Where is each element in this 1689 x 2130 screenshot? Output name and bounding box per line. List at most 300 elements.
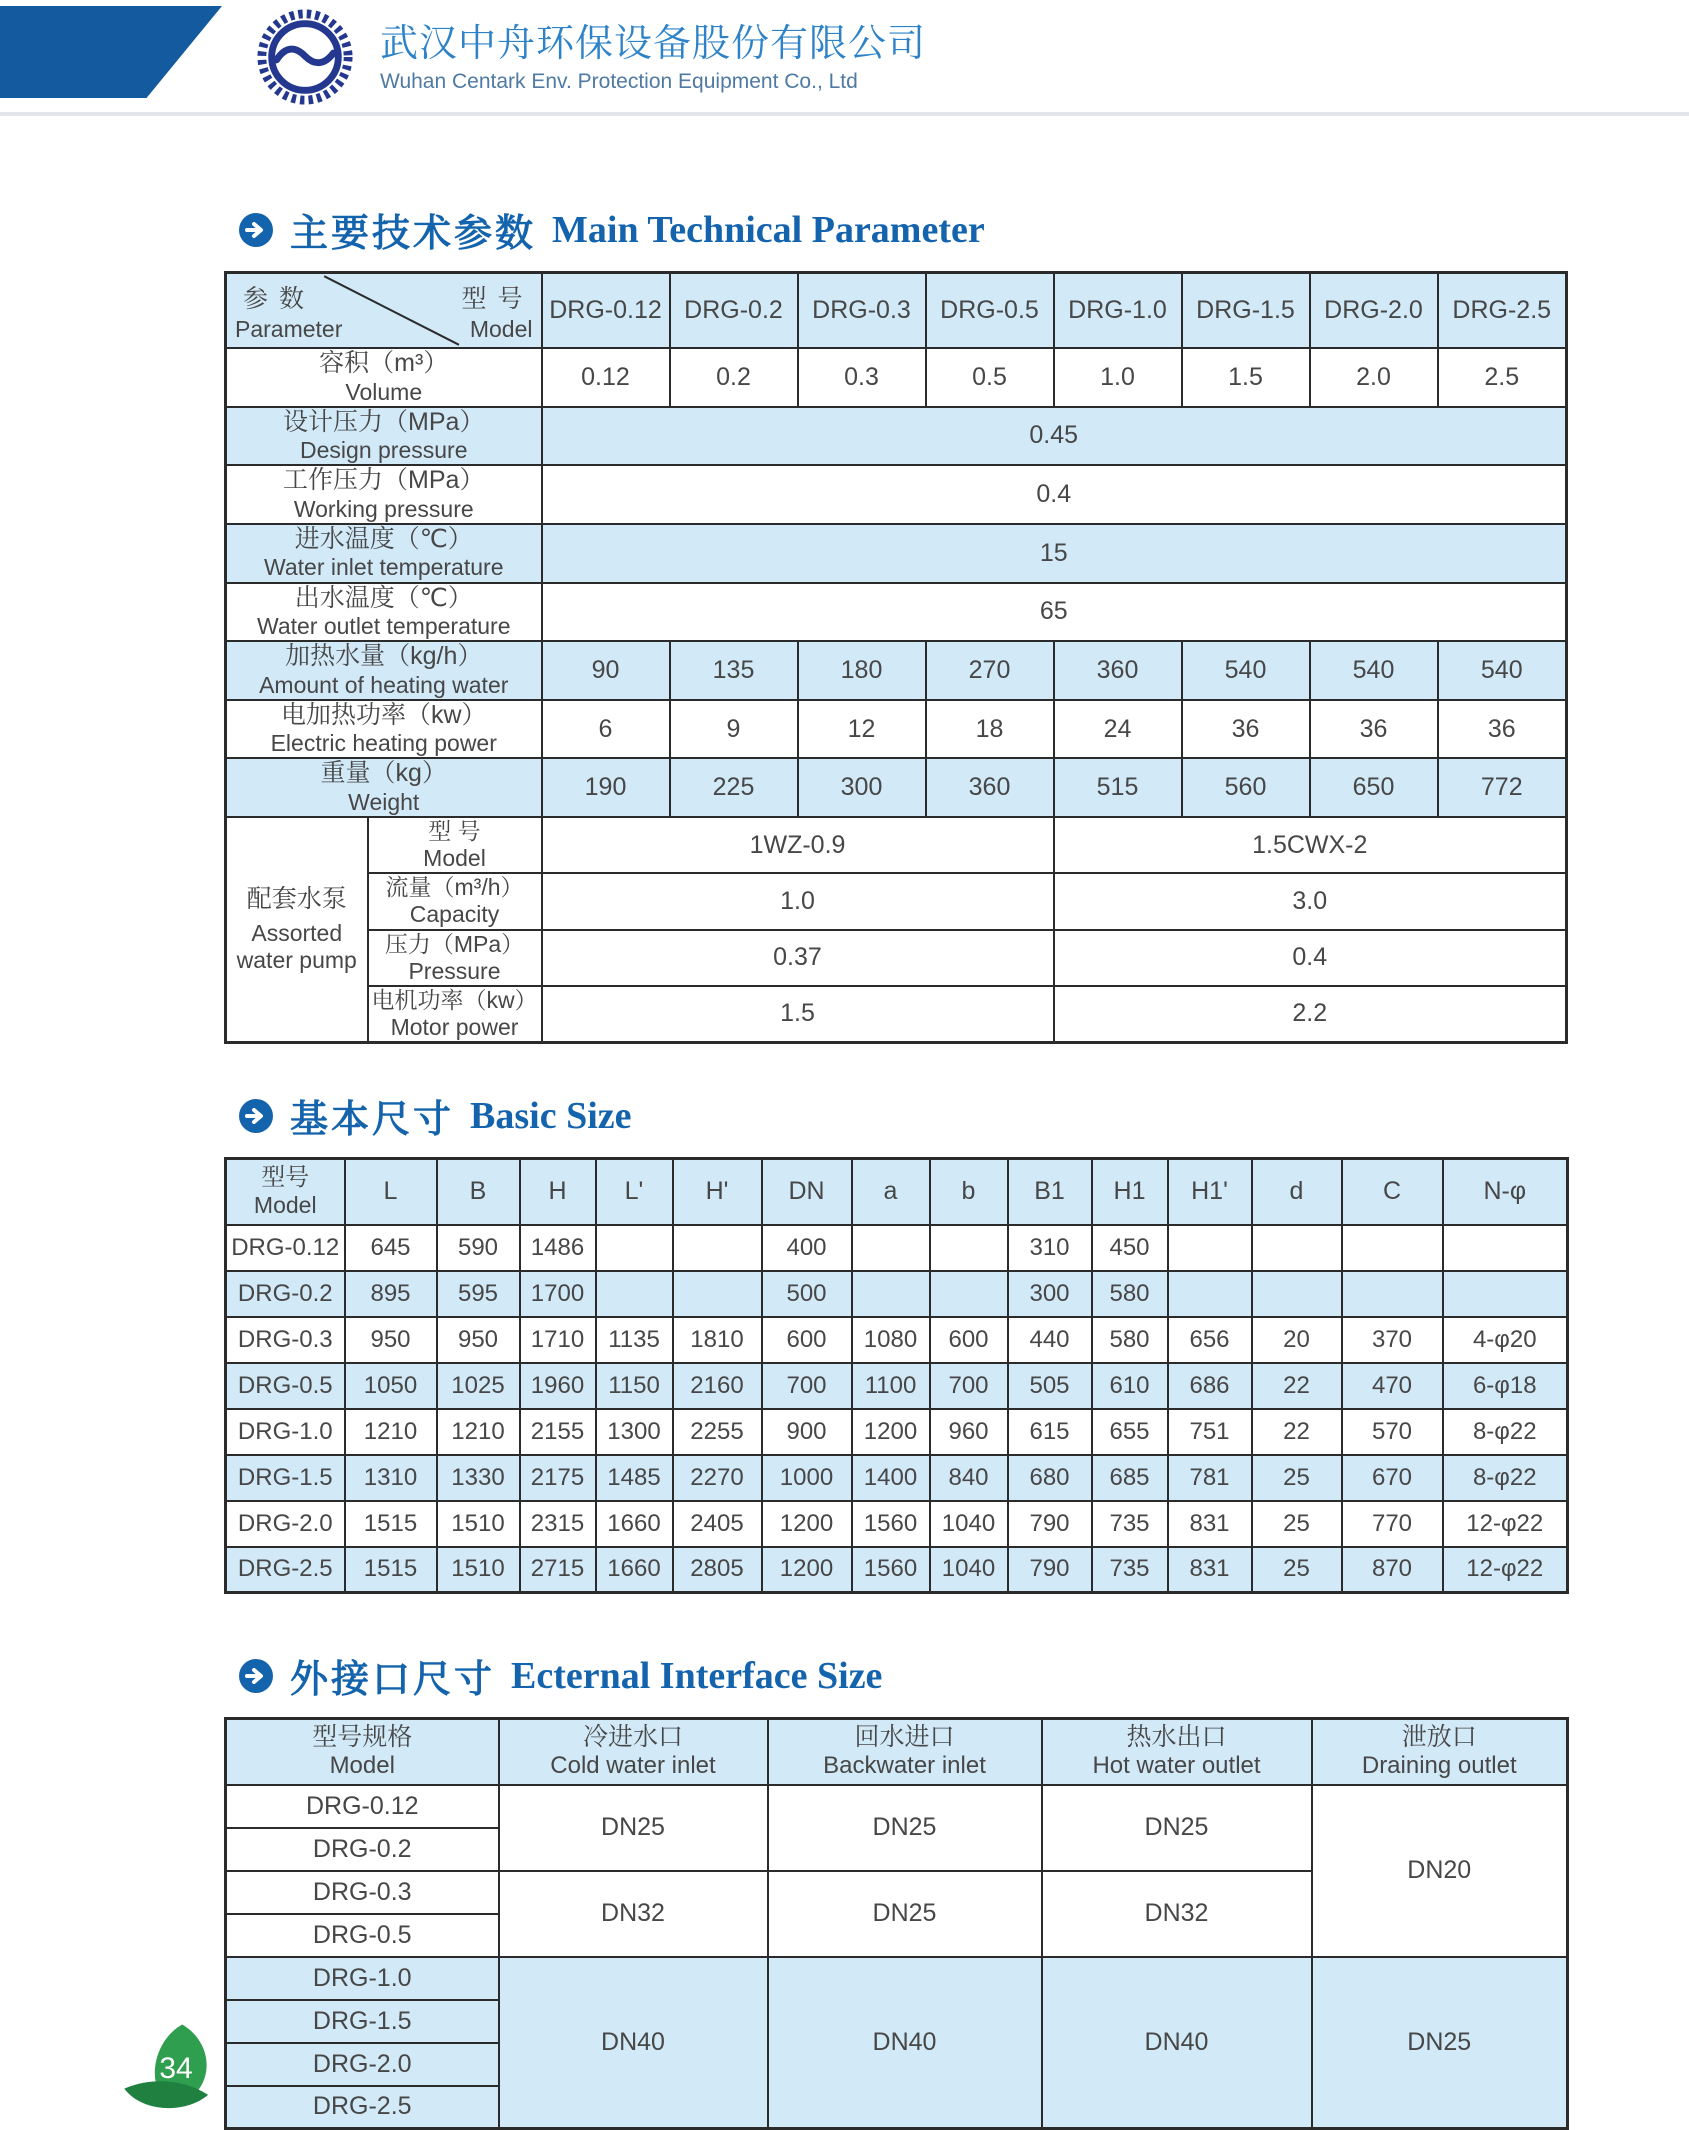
section-title-basic-size <box>238 1088 1566 1143</box>
size-value-cell: 1200 <box>762 1547 852 1593</box>
basic-size-table <box>224 1157 1569 1594</box>
interface-value-cell: DN32 <box>499 1871 768 1957</box>
tech-value-cell: 540 <box>1438 641 1567 700</box>
size-value-cell: 450 <box>1092 1225 1168 1271</box>
interface-column-header-cn: 冷进水口 <box>582 1722 683 1751</box>
corner-model-en: Model <box>469 316 533 342</box>
size-value-cell: 1330 <box>437 1455 520 1501</box>
section-title-main-technical-parameter <box>238 202 1566 257</box>
size-value-cell: 1700 <box>520 1271 596 1317</box>
size-model-cell: DRG-1.5 <box>226 1455 345 1501</box>
size-value-cell: 600 <box>762 1317 852 1363</box>
pump-row-label <box>368 986 542 1043</box>
size-row <box>226 1271 1568 1317</box>
parameter-model-corner-cell <box>226 273 542 349</box>
interface-header-row <box>226 1719 1568 1785</box>
company-logo-icon <box>256 8 354 106</box>
size-row <box>226 1225 1568 1271</box>
size-value-cell: 1310 <box>345 1455 437 1501</box>
size-value-cell: 580 <box>1092 1271 1168 1317</box>
section-title-cn: 外接口尺寸 <box>290 1659 496 1701</box>
size-value-cell: 2270 <box>673 1455 762 1501</box>
tech-row-label-cn: 工作压力（MPa） <box>283 466 485 495</box>
size-value-cell <box>596 1271 673 1317</box>
interface-column-header-cn: 热水出口 <box>1126 1722 1227 1751</box>
size-value-cell: 2155 <box>520 1409 596 1455</box>
interface-model-cell: DRG-2.5 <box>226 2086 499 2129</box>
pump-value-right: 0.4 <box>1054 930 1567 986</box>
size-value-cell: 1200 <box>762 1501 852 1547</box>
size-value-cell: 1040 <box>930 1547 1008 1593</box>
tech-value-cell: 560 <box>1182 758 1310 817</box>
size-model-cell: DRG-0.12 <box>226 1225 345 1271</box>
tech-value-cell: 0.12 <box>542 348 670 407</box>
pump-group-cn: 配套水泵 <box>246 885 347 914</box>
tech-value-cell: 225 <box>670 758 798 817</box>
size-value-cell: 1486 <box>520 1225 596 1271</box>
size-value-cell <box>1342 1271 1443 1317</box>
size-value-cell: 2405 <box>673 1501 762 1547</box>
interface-column-header <box>768 1719 1042 1785</box>
size-value-cell: 1200 <box>852 1409 930 1455</box>
size-value-cell: 685 <box>1092 1455 1168 1501</box>
size-value-cell: 610 <box>1092 1363 1168 1409</box>
tech-value-cell: 36 <box>1438 700 1567 759</box>
tech-merged-value: 15 <box>542 524 1567 583</box>
size-value-cell: 790 <box>1008 1501 1092 1547</box>
tech-value-cell: 0.5 <box>926 348 1054 407</box>
page-header <box>0 0 1689 118</box>
size-value-cell <box>852 1225 930 1271</box>
tech-value-cell: 360 <box>926 758 1054 817</box>
arrow-bullet-icon <box>238 1098 274 1134</box>
tech-row-label-cn: 出水温度（℃） <box>294 583 473 612</box>
tech-value-cell: 12 <box>798 700 926 759</box>
interface-column-header <box>1312 1719 1568 1785</box>
header-divider <box>0 112 1689 116</box>
size-column-header: C <box>1342 1159 1443 1225</box>
interface-model-cell: DRG-2.0 <box>226 2043 499 2086</box>
size-value-cell: 22 <box>1252 1409 1342 1455</box>
tech-value-cell: 36 <box>1310 700 1438 759</box>
size-value-cell: 470 <box>1342 1363 1443 1409</box>
size-value-cell: 1210 <box>437 1409 520 1455</box>
size-column-header: DN <box>762 1159 852 1225</box>
pump-group-en: Assorted water pump <box>236 919 357 973</box>
tech-row-label-cn: 进水温度（℃） <box>294 524 473 553</box>
size-value-cell: 1400 <box>852 1455 930 1501</box>
tech-value-cell: 0.3 <box>798 348 926 407</box>
tech-row-label-cn: 重量（kg） <box>320 759 447 788</box>
size-column-header: L <box>345 1159 437 1225</box>
size-row <box>226 1317 1568 1363</box>
size-model-header <box>226 1159 345 1225</box>
interface-column-header-en: Hot water outlet <box>1092 1752 1261 1780</box>
size-value-cell: 12-φ22 <box>1443 1501 1568 1547</box>
page-content <box>224 202 1566 2130</box>
interface-model-cell: DRG-0.12 <box>226 1785 499 1828</box>
size-value-cell: 1000 <box>762 1455 852 1501</box>
size-value-cell: 1485 <box>596 1455 673 1501</box>
page-number-leaf <box>116 2022 236 2118</box>
tech-value-cell: 190 <box>542 758 670 817</box>
tech-merged-value: 65 <box>542 583 1567 642</box>
size-value-cell: 770 <box>1342 1501 1443 1547</box>
size-value-cell: 1100 <box>852 1363 930 1409</box>
size-value-cell: 1150 <box>596 1363 673 1409</box>
size-column-header: H <box>520 1159 596 1225</box>
size-value-cell: 590 <box>437 1225 520 1271</box>
tech-merged-value: 0.4 <box>542 465 1567 524</box>
company-name-block <box>380 12 926 94</box>
tech-value-cell: 650 <box>1310 758 1438 817</box>
size-value-cell: 1810 <box>673 1317 762 1363</box>
pump-row-label-cn: 压力（MPa） <box>384 930 525 957</box>
pump-row-label <box>368 817 542 873</box>
size-value-cell: 1960 <box>520 1363 596 1409</box>
interface-column-header-en: Backwater inlet <box>823 1752 986 1780</box>
size-value-cell: 1050 <box>345 1363 437 1409</box>
tech-row-label <box>226 465 542 524</box>
interface-value-cell: DN40 <box>768 1957 1042 2129</box>
size-model-cell: DRG-0.2 <box>226 1271 345 1317</box>
tech-row-label-cn: 容积（m³） <box>319 349 449 377</box>
size-value-cell: 751 <box>1168 1409 1252 1455</box>
corner-param-en: Parameter <box>235 316 343 342</box>
pump-row <box>226 873 1567 929</box>
size-value-cell <box>596 1225 673 1271</box>
tech-value-cell: 360 <box>1054 641 1182 700</box>
size-value-cell <box>1443 1225 1568 1271</box>
pump-value-left: 1.0 <box>542 873 1054 929</box>
size-value-cell: 570 <box>1342 1409 1443 1455</box>
size-value-cell: 1210 <box>345 1409 437 1455</box>
interface-value-cell: DN40 <box>499 1957 768 2129</box>
tech-row-label <box>226 641 542 700</box>
tech-row-label-en: Amount of heating water <box>259 671 509 698</box>
pump-value-left: 1.5 <box>542 986 1054 1043</box>
interface-value-cell: DN25 <box>1042 1785 1312 1871</box>
size-column-header: H1 <box>1092 1159 1168 1225</box>
model-header-cell: DRG-2.0 <box>1310 273 1438 349</box>
size-column-header: N-φ <box>1443 1159 1568 1225</box>
arrow-bullet-icon <box>238 1658 274 1694</box>
pump-value-right: 3.0 <box>1054 873 1567 929</box>
size-value-cell: 700 <box>762 1363 852 1409</box>
tech-value-cell: 270 <box>926 641 1054 700</box>
interface-value-cell: DN32 <box>1042 1871 1312 1957</box>
size-value-cell: 1510 <box>437 1501 520 1547</box>
size-column-header: b <box>930 1159 1008 1225</box>
size-header-row <box>226 1159 1568 1225</box>
interface-model-cell: DRG-1.0 <box>226 1957 499 2000</box>
size-value-cell <box>1252 1225 1342 1271</box>
size-value-cell: 2715 <box>520 1547 596 1593</box>
section-title-en: Basic Size <box>470 1094 632 1137</box>
interface-value-cell: DN20 <box>1312 1785 1568 1957</box>
pump-row-label-en: Pressure <box>408 957 501 984</box>
size-column-header: L' <box>596 1159 673 1225</box>
interface-column-header <box>226 1719 499 1785</box>
size-value-cell: 900 <box>762 1409 852 1455</box>
interface-model-cell: DRG-0.2 <box>226 1828 499 1871</box>
size-value-cell: 22 <box>1252 1363 1342 1409</box>
size-value-cell: 600 <box>930 1317 1008 1363</box>
size-value-cell: 950 <box>345 1317 437 1363</box>
interface-value-cell: DN25 <box>499 1785 768 1871</box>
pump-group-label <box>226 817 368 1043</box>
size-value-cell: 580 <box>1092 1317 1168 1363</box>
size-value-cell <box>1168 1271 1252 1317</box>
section-title-en: Main Technical Parameter <box>552 208 985 251</box>
size-value-cell: 870 <box>1342 1547 1443 1593</box>
size-value-cell: 8-φ22 <box>1443 1455 1568 1501</box>
size-column-header: B1 <box>1008 1159 1092 1225</box>
size-value-cell: 1300 <box>596 1409 673 1455</box>
size-value-cell: 686 <box>1168 1363 1252 1409</box>
size-model-cell: DRG-0.3 <box>226 1317 345 1363</box>
size-value-cell <box>852 1271 930 1317</box>
pump-value-left: 0.37 <box>542 930 1054 986</box>
size-value-cell: 895 <box>345 1271 437 1317</box>
interface-model-cell: DRG-1.5 <box>226 2000 499 2043</box>
size-value-cell: 1510 <box>437 1547 520 1593</box>
tech-value-cell: 36 <box>1182 700 1310 759</box>
size-value-cell: 2160 <box>673 1363 762 1409</box>
interface-value-cell: DN25 <box>768 1871 1042 1957</box>
interface-column-header-en: Draining outlet <box>1361 1752 1517 1780</box>
size-model-cell: DRG-0.5 <box>226 1363 345 1409</box>
interface-value-cell: DN40 <box>1042 1957 1312 2129</box>
tech-row-label-en: Water outlet temperature <box>256 613 511 639</box>
tech-header-row <box>226 273 1567 349</box>
size-value-cell: 20 <box>1252 1317 1342 1363</box>
model-header-cell: DRG-1.0 <box>1054 273 1182 349</box>
size-value-cell: 25 <box>1252 1547 1342 1593</box>
tech-value-cell: 18 <box>926 700 1054 759</box>
size-column-header: B <box>437 1159 520 1225</box>
pump-value-right: 1.5CWX-2 <box>1054 817 1567 873</box>
interface-column-header <box>1042 1719 1312 1785</box>
size-value-cell: 655 <box>1092 1409 1168 1455</box>
tech-value-cell: 24 <box>1054 700 1182 759</box>
size-value-cell <box>1342 1225 1443 1271</box>
size-column-header: a <box>852 1159 930 1225</box>
interface-value-cell: DN25 <box>768 1785 1042 1871</box>
tech-row-label-cn: 电加热功率（kw） <box>280 700 487 729</box>
company-name-cn: 武汉中舟环保设备股份有限公司 <box>380 23 927 65</box>
size-value-cell: 1660 <box>596 1501 673 1547</box>
size-value-cell: 2315 <box>520 1501 596 1547</box>
tech-row <box>226 407 1567 466</box>
tech-value-cell: 540 <box>1182 641 1310 700</box>
size-value-cell: 25 <box>1252 1501 1342 1547</box>
pump-value-right: 2.2 <box>1054 986 1567 1043</box>
tech-value-cell: 1.0 <box>1054 348 1182 407</box>
pump-row-label-en: Model <box>423 845 486 872</box>
size-row <box>226 1501 1568 1547</box>
interface-column-header-cn: 回水进口 <box>854 1722 955 1751</box>
size-value-cell: 615 <box>1008 1409 1092 1455</box>
size-value-cell: 831 <box>1168 1501 1252 1547</box>
tech-value-cell: 772 <box>1438 758 1567 817</box>
size-value-cell: 680 <box>1008 1455 1092 1501</box>
corner-line-cn <box>227 274 541 315</box>
tech-row-label-en: Weight <box>348 788 420 815</box>
tech-row <box>226 700 1567 759</box>
size-column-header: H' <box>673 1159 762 1225</box>
interface-row <box>226 1957 1568 2000</box>
size-value-cell: 25 <box>1252 1455 1342 1501</box>
size-value-cell: 300 <box>1008 1271 1092 1317</box>
pump-row-label-cn: 流量（m³/h） <box>385 874 524 901</box>
size-value-cell: 400 <box>762 1225 852 1271</box>
size-value-cell: 781 <box>1168 1455 1252 1501</box>
size-value-cell: 1560 <box>852 1501 930 1547</box>
size-value-cell: 1080 <box>852 1317 930 1363</box>
size-value-cell: 440 <box>1008 1317 1092 1363</box>
size-value-cell <box>930 1271 1008 1317</box>
tech-value-cell: 0.2 <box>670 348 798 407</box>
size-value-cell <box>673 1225 762 1271</box>
size-value-cell: 2255 <box>673 1409 762 1455</box>
tech-row-label <box>226 407 542 466</box>
size-value-cell <box>1168 1225 1252 1271</box>
size-row <box>226 1455 1568 1501</box>
pump-row-label-en: Motor power <box>390 1013 519 1040</box>
interface-column-header-cn: 型号规格 <box>312 1722 413 1751</box>
section-title-external-interface-size <box>238 1648 1566 1703</box>
size-value-cell: 12-φ22 <box>1443 1547 1568 1593</box>
section-title-cn: 主要技术参数 <box>290 213 537 255</box>
pump-row <box>226 930 1567 986</box>
size-value-cell: 656 <box>1168 1317 1252 1363</box>
size-column-header: H1' <box>1168 1159 1252 1225</box>
size-value-cell: 1515 <box>345 1547 437 1593</box>
pump-row-label-en: Capacity <box>409 901 500 928</box>
size-value-cell: 790 <box>1008 1547 1092 1593</box>
size-value-cell: 8-φ22 <box>1443 1409 1568 1455</box>
pump-value-left: 1WZ-0.9 <box>542 817 1054 873</box>
model-header-cell: DRG-1.5 <box>1182 273 1310 349</box>
size-row <box>226 1409 1568 1455</box>
interface-model-cell: DRG-0.5 <box>226 1914 499 1957</box>
size-value-cell: 2175 <box>520 1455 596 1501</box>
size-column-header: d <box>1252 1159 1342 1225</box>
tech-row-label <box>226 700 542 759</box>
size-row <box>226 1363 1568 1409</box>
section-title-en: Ecternal Interface Size <box>511 1654 883 1697</box>
tech-row-label-en: Working pressure <box>293 495 474 522</box>
tech-row-label-en: Design pressure <box>300 437 468 464</box>
interface-model-cell: DRG-0.3 <box>226 1871 499 1914</box>
tech-value-cell: 6 <box>542 700 670 759</box>
tech-value-cell: 2.0 <box>1310 348 1438 407</box>
pump-row-label-cn: 电机功率（kw） <box>371 986 538 1013</box>
tech-value-cell: 2.5 <box>1438 348 1567 407</box>
tech-row-label <box>226 583 542 642</box>
size-value-cell: 700 <box>930 1363 1008 1409</box>
size-value-cell: 840 <box>930 1455 1008 1501</box>
pump-row <box>226 817 1567 873</box>
tech-row-label-en: Water inlet temperature <box>264 554 504 581</box>
interface-column-header-en: Cold water inlet <box>550 1752 716 1780</box>
tech-row-label-en: Electric heating power <box>270 730 497 757</box>
size-value-cell <box>930 1225 1008 1271</box>
tech-value-cell: 135 <box>670 641 798 700</box>
tech-row-label-cn: 设计压力（MPa） <box>283 407 485 436</box>
tech-value-cell: 540 <box>1310 641 1438 700</box>
size-value-cell: 1025 <box>437 1363 520 1409</box>
size-value-cell: 1515 <box>345 1501 437 1547</box>
size-model-cell: DRG-2.0 <box>226 1501 345 1547</box>
size-value-cell: 1660 <box>596 1547 673 1593</box>
external-interface-size-table <box>224 1717 1569 2130</box>
size-model-header-cn: 型号 <box>261 1164 310 1192</box>
tech-row-label <box>226 758 542 817</box>
pump-row-label <box>368 930 542 986</box>
interface-column-header <box>499 1719 768 1785</box>
size-value-cell: 505 <box>1008 1363 1092 1409</box>
tech-merged-value: 0.45 <box>542 407 1567 466</box>
size-value-cell: 595 <box>437 1271 520 1317</box>
tech-value-cell: 1.5 <box>1182 348 1310 407</box>
tech-row-label <box>226 524 542 583</box>
main-technical-parameter-table <box>224 271 1568 1044</box>
size-row <box>226 1547 1568 1593</box>
corner-param-cn: 参 数 <box>243 285 306 313</box>
tech-value-cell: 180 <box>798 641 926 700</box>
size-value-cell: 370 <box>1342 1317 1443 1363</box>
tech-row <box>226 758 1567 817</box>
model-header-cell: DRG-2.5 <box>1438 273 1567 349</box>
size-value-cell: 960 <box>930 1409 1008 1455</box>
tech-value-cell: 9 <box>670 700 798 759</box>
interface-column-header-en: Model <box>329 1752 395 1780</box>
size-model-cell: DRG-1.0 <box>226 1409 345 1455</box>
tech-row <box>226 465 1567 524</box>
company-name-en: Wuhan Centark Env. Protection Equipment Co., Ltd <box>380 70 858 93</box>
size-value-cell: 6-φ18 <box>1443 1363 1568 1409</box>
tech-row <box>226 583 1567 642</box>
size-value-cell <box>1443 1271 1568 1317</box>
size-model-cell: DRG-2.5 <box>226 1547 345 1593</box>
corner-line-en <box>227 315 541 347</box>
pump-row-label <box>368 873 542 929</box>
size-value-cell <box>1252 1271 1342 1317</box>
tech-value-cell: 300 <box>798 758 926 817</box>
size-value-cell: 735 <box>1092 1501 1168 1547</box>
size-value-cell: 670 <box>1342 1455 1443 1501</box>
size-value-cell: 1040 <box>930 1501 1008 1547</box>
size-model-header-en: Model <box>253 1192 317 1219</box>
tech-row-label-en: Volume <box>345 378 423 405</box>
model-header-cell: DRG-0.12 <box>542 273 670 349</box>
model-header-cell: DRG-0.2 <box>670 273 798 349</box>
pump-row <box>226 986 1567 1043</box>
tech-row-label <box>226 348 542 407</box>
size-value-cell: 950 <box>437 1317 520 1363</box>
interface-column-header-cn: 泄放口 <box>1401 1722 1477 1751</box>
tech-row <box>226 524 1567 583</box>
tech-row <box>226 641 1567 700</box>
page-number: 34 <box>159 2052 193 2085</box>
tech-value-cell: 90 <box>542 641 670 700</box>
size-value-cell: 1710 <box>520 1317 596 1363</box>
tech-value-cell: 515 <box>1054 758 1182 817</box>
size-value-cell: 831 <box>1168 1547 1252 1593</box>
tech-row-label-cn: 加热水量（kg/h） <box>285 642 483 671</box>
